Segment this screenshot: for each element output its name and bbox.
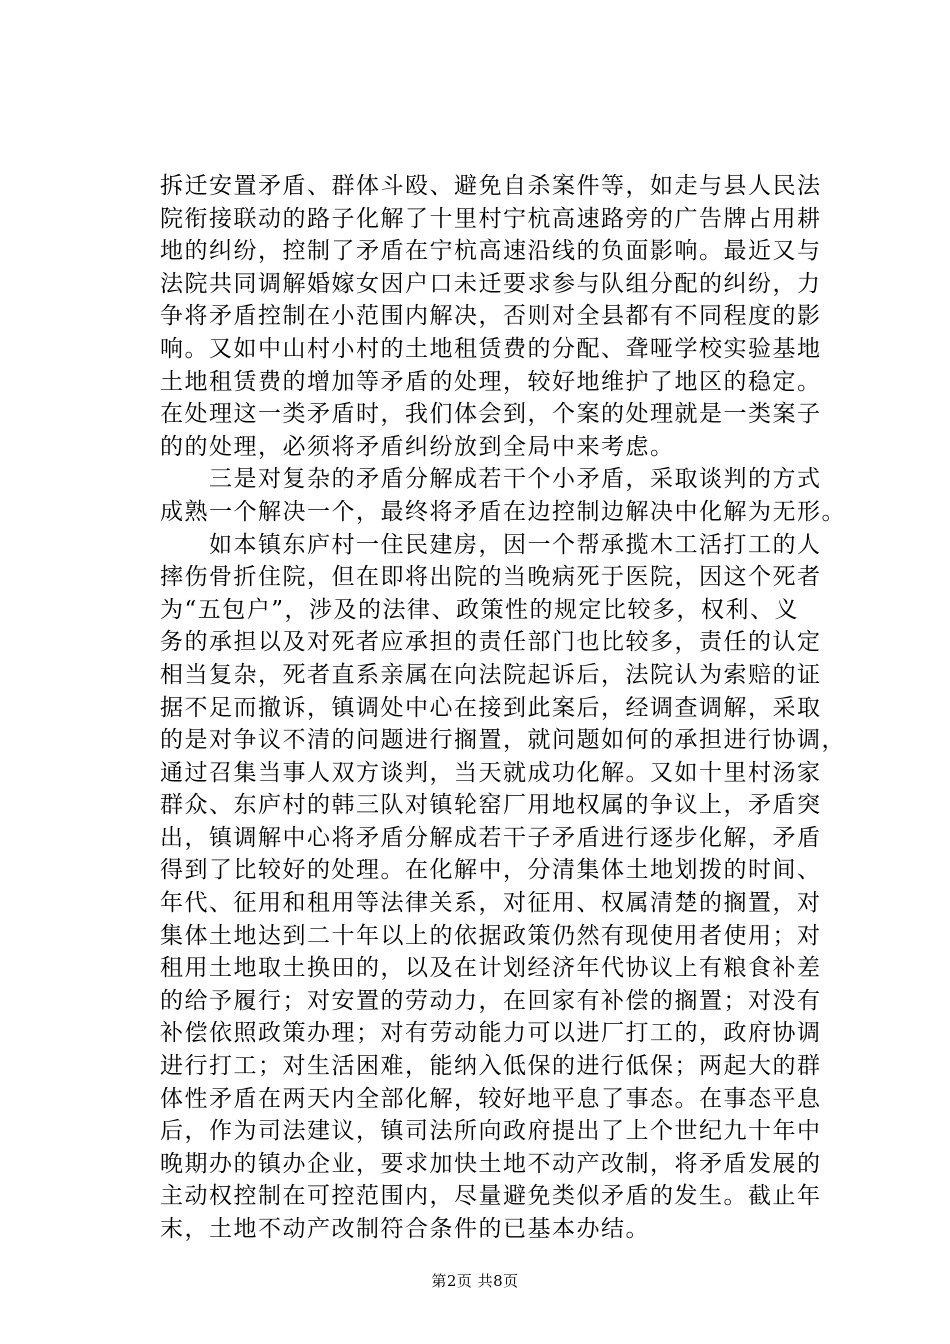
text-line: 年代、征用和租用等法律关系，对征用、权属清楚的搁置，对 [160,890,822,917]
text-line: 的的处理，必须将矛盾纠纷放到全局中来考虑。 [160,433,675,460]
text-line: 末，土地不动产改制符合条件的已基本办结。 [160,1216,650,1242]
text-line: 据不足而撤诉，镇调处中心在接到此案后，经调查调解，采取 [160,694,822,721]
page-number-footer: 第2页 共8页 [431,1272,519,1290]
text-line: 的给予履行；对安置的劳动力，在回家有补偿的搁置；对没有 [160,987,822,1014]
text-line: 出，镇调解中心将矛盾分解成若干子矛盾进行逐步化解，矛盾 [160,824,822,851]
text-line: 补偿依照政策办理；对有劳动能力可以进厂打工的，政府协调 [160,1020,822,1047]
body-text [160,170,846,1246]
text-line: 摔伤骨折住院，但在即将出院的当晚病死于医院，因这个死者 [160,564,822,591]
text-line: 法院共同调解婚嫁女因户口未迁要求参与队组分配的纠纷，力 [160,270,822,297]
text-line: 地的纠纷，控制了矛盾在宁杭高速沿线的负面影响。最近又与 [160,238,822,265]
text-line: 租用土地取土换田的，以及在计划经济年代协议上有粮食补差 [160,955,822,982]
text-line: 集体土地达到二十年以上的依据政策仍然有现使用者使用；对 [160,922,822,949]
text-line: 后，作为司法建议，镇司法所向政府提出了上个世纪九十年中 [160,1118,822,1145]
text-line: 晚期办的镇办企业，要求加快土地不动产改制，将矛盾发展的 [160,1150,822,1177]
text-line: 如本镇东庐村一住民建房，因一个帮承揽木工活打工的人 [160,531,822,558]
text-line: 进行打工；对生活困难，能纳入低保的进行低保；两起大的群 [160,1053,822,1080]
text-line: 土地租赁费的增加等矛盾的处理，较好地维护了地区的稳定。 [160,368,822,395]
text-line: 主动权控制在可控范围内，尽量避免类似矛盾的发生。截止年 [160,1183,822,1210]
text-line: 成熟一个解决一个，最终将矛盾在边控制边解决中化解为无形。 [160,498,846,525]
text-line: 通过召集当事人双方谈判，当天就成功化解。又如十里村汤家 [160,759,822,786]
text-line: 院衔接联动的路子化解了十里村宁杭高速路旁的广告牌占用耕 [160,205,822,232]
text-line: 响。又如中山村小村的土地租赁费的分配、聋哑学校实验基地 [160,335,822,362]
text-line: 三是对复杂的矛盾分解成若干个小矛盾，采取谈判的方式 [160,466,822,493]
text-line: 务的承担以及对死者应承担的责任部门也比较多，责任的认定 [160,629,822,656]
text-line: 的是对争议不清的问题进行搁置，就问题如何的承担进行协调， [160,727,846,754]
text-line: 相当复杂，死者直系亲属在向法院起诉后，法院认为索赔的证 [160,661,822,688]
text-line: 为“五包户”，涉及的法律、政策性的规定比较多，权利、义 [160,596,800,623]
text-line: 群众、东庐村的韩三队对镇轮窑厂用地权属的争议上，矛盾突 [160,792,822,819]
text-line: 拆迁安置矛盾、群体斗殴、避免自杀案件等，如走与县人民法 [160,173,822,199]
text-line: 争将矛盾控制在小范围内解决，否则对全县都有不同程度的影 [160,303,822,330]
text-line: 体性矛盾在两天内全部化解，较好地平息了事态。在事态平息 [160,1085,822,1112]
text-line: 得到了比较好的处理。在化解中，分清集体土地划拨的时间、 [160,857,822,884]
text-line: 在处理这一类矛盾时，我们体会到，个案的处理就是一类案子 [160,401,822,428]
